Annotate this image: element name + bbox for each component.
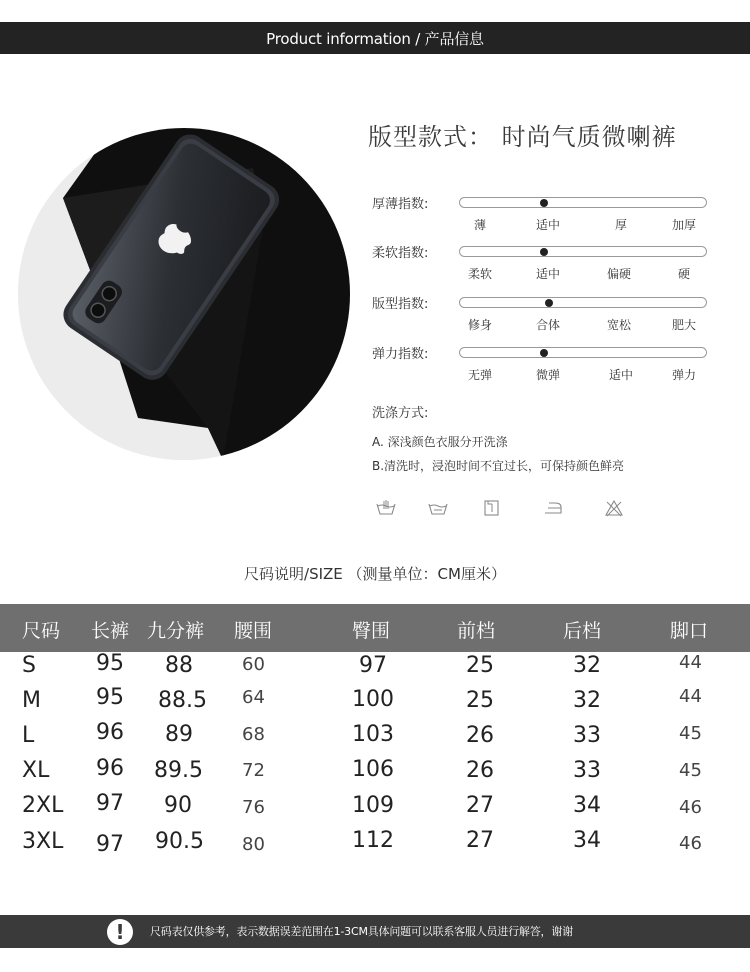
hand-wash-icon [376, 499, 396, 517]
cell-cropped: 90 [164, 793, 192, 818]
option-label: 修身 [467, 318, 493, 332]
option-label: 宽松 [606, 318, 632, 332]
cell-size: S [22, 653, 36, 678]
index-label: 柔软指数: [372, 246, 429, 261]
style-title: 版型款式： 时尚气质微喇裤 [368, 123, 677, 151]
cell-hip: 103 [352, 722, 394, 747]
option-label: 偏硬 [606, 267, 632, 281]
elasticity-slider [459, 347, 707, 358]
notice-text: 尺码表仅供参考，表示数据误差范围在1-3CM具体问题可以联系客服人员进行解答，谢谢 [150, 925, 573, 938]
cell-cropped: 90.5 [155, 829, 204, 854]
softness-slider [459, 246, 707, 257]
slider-dot [540, 199, 548, 207]
index-label: 厚薄指数: [372, 197, 429, 212]
washing-line: B.清洗时，浸泡时间不宜过长，可保持颜色鲜亮 [372, 459, 625, 473]
slider-dot [540, 349, 548, 357]
washing-title: 洗涤方式: [372, 406, 429, 421]
product-photo [18, 128, 350, 460]
index-label: 弹力指数: [372, 347, 429, 362]
cell-waist: 64 [242, 687, 265, 708]
tumble-dry-icon [482, 499, 502, 517]
cell-size: 2XL [22, 793, 64, 818]
no-bleach-icon [604, 499, 624, 517]
cell-size: L [22, 723, 35, 748]
option-label: 无弹 [467, 368, 493, 382]
cell-size: XL [22, 758, 50, 783]
cell-hip: 97 [359, 653, 387, 678]
option-label: 适中 [535, 267, 561, 281]
th-size: 尺码 [22, 620, 61, 642]
index-label: 版型指数: [372, 297, 429, 312]
cell-front: 26 [466, 723, 494, 748]
cell-size: 3XL [22, 829, 64, 854]
cell-waist: 60 [242, 654, 265, 675]
cell-long: 96 [96, 756, 124, 781]
th-hip: 臀围 [352, 620, 391, 642]
size-notice-bar [0, 915, 750, 948]
cell-long: 96 [96, 720, 124, 745]
cell-hip: 109 [352, 793, 394, 818]
cell-foot: 46 [679, 833, 702, 854]
cell-back: 32 [573, 653, 601, 678]
cell-long: 95 [96, 685, 124, 710]
option-label: 适中 [535, 218, 561, 232]
cell-back: 33 [573, 758, 601, 783]
cell-front: 26 [466, 758, 494, 783]
cell-waist: 72 [242, 760, 265, 781]
fit-index [372, 293, 712, 337]
cell-back: 33 [573, 723, 601, 748]
cell-waist: 68 [242, 724, 265, 745]
th-cropped-pants: 九分裤 [147, 620, 205, 642]
cell-long: 97 [96, 832, 124, 857]
cell-front: 27 [466, 828, 494, 853]
warning-icon: ! [107, 919, 133, 945]
cell-back: 34 [573, 793, 601, 818]
cell-hip: 106 [352, 757, 394, 782]
option-label: 薄 [473, 218, 487, 232]
elasticity-index [372, 343, 712, 387]
slider-dot [540, 248, 548, 256]
thickness-slider [459, 197, 707, 208]
option-label: 弹力 [671, 368, 697, 382]
option-label: 合体 [535, 318, 561, 332]
option-label: 加厚 [671, 218, 697, 232]
size-table-header [0, 604, 750, 652]
cell-hip: 112 [352, 828, 394, 853]
cell-long: 97 [96, 791, 124, 816]
washing-line: A. 深浅颜色衣服分开洗涤 [372, 435, 508, 449]
th-leg-opening: 脚口 [670, 620, 709, 642]
cell-back: 32 [573, 688, 601, 713]
cell-cropped: 88 [165, 653, 193, 678]
cell-hip: 100 [352, 687, 394, 712]
option-label: 硬 [677, 267, 691, 281]
cell-cropped: 89 [165, 722, 193, 747]
th-long-pants: 长裤 [91, 620, 130, 642]
cell-cropped: 88.5 [158, 688, 207, 713]
option-label: 柔软 [467, 267, 493, 281]
iron-icon [543, 499, 563, 517]
cell-long: 95 [96, 651, 124, 676]
softness-index [372, 242, 712, 286]
pants-pocket-phone-image [18, 128, 350, 460]
cell-front: 25 [466, 653, 494, 678]
fit-slider [459, 297, 707, 308]
th-waist: 腰围 [234, 620, 273, 642]
option-label: 微弹 [535, 368, 561, 382]
cell-front: 27 [466, 793, 494, 818]
slider-dot [545, 299, 553, 307]
cell-size: M [22, 688, 41, 713]
cell-back: 34 [573, 828, 601, 853]
option-label: 适中 [608, 368, 634, 382]
cell-waist: 76 [242, 797, 265, 818]
cell-front: 25 [466, 688, 494, 713]
cell-waist: 80 [242, 834, 265, 855]
product-info-header [0, 22, 750, 54]
cell-cropped: 89.5 [154, 758, 203, 783]
wash-tub-icon [428, 499, 448, 517]
cell-foot: 46 [679, 797, 702, 818]
th-front-rise: 前档 [457, 620, 496, 642]
option-label: 厚 [614, 218, 628, 232]
header-title: Product information / 产品信息 [266, 29, 484, 48]
cell-foot: 44 [679, 686, 702, 707]
option-label: 肥大 [671, 318, 697, 332]
cell-foot: 44 [679, 652, 702, 673]
size-title: 尺码说明/SIZE （测量单位：CM厘米） [244, 565, 506, 583]
th-back-rise: 后档 [563, 620, 602, 642]
cell-foot: 45 [679, 723, 702, 744]
thickness-index [372, 193, 712, 237]
cell-foot: 45 [679, 760, 702, 781]
